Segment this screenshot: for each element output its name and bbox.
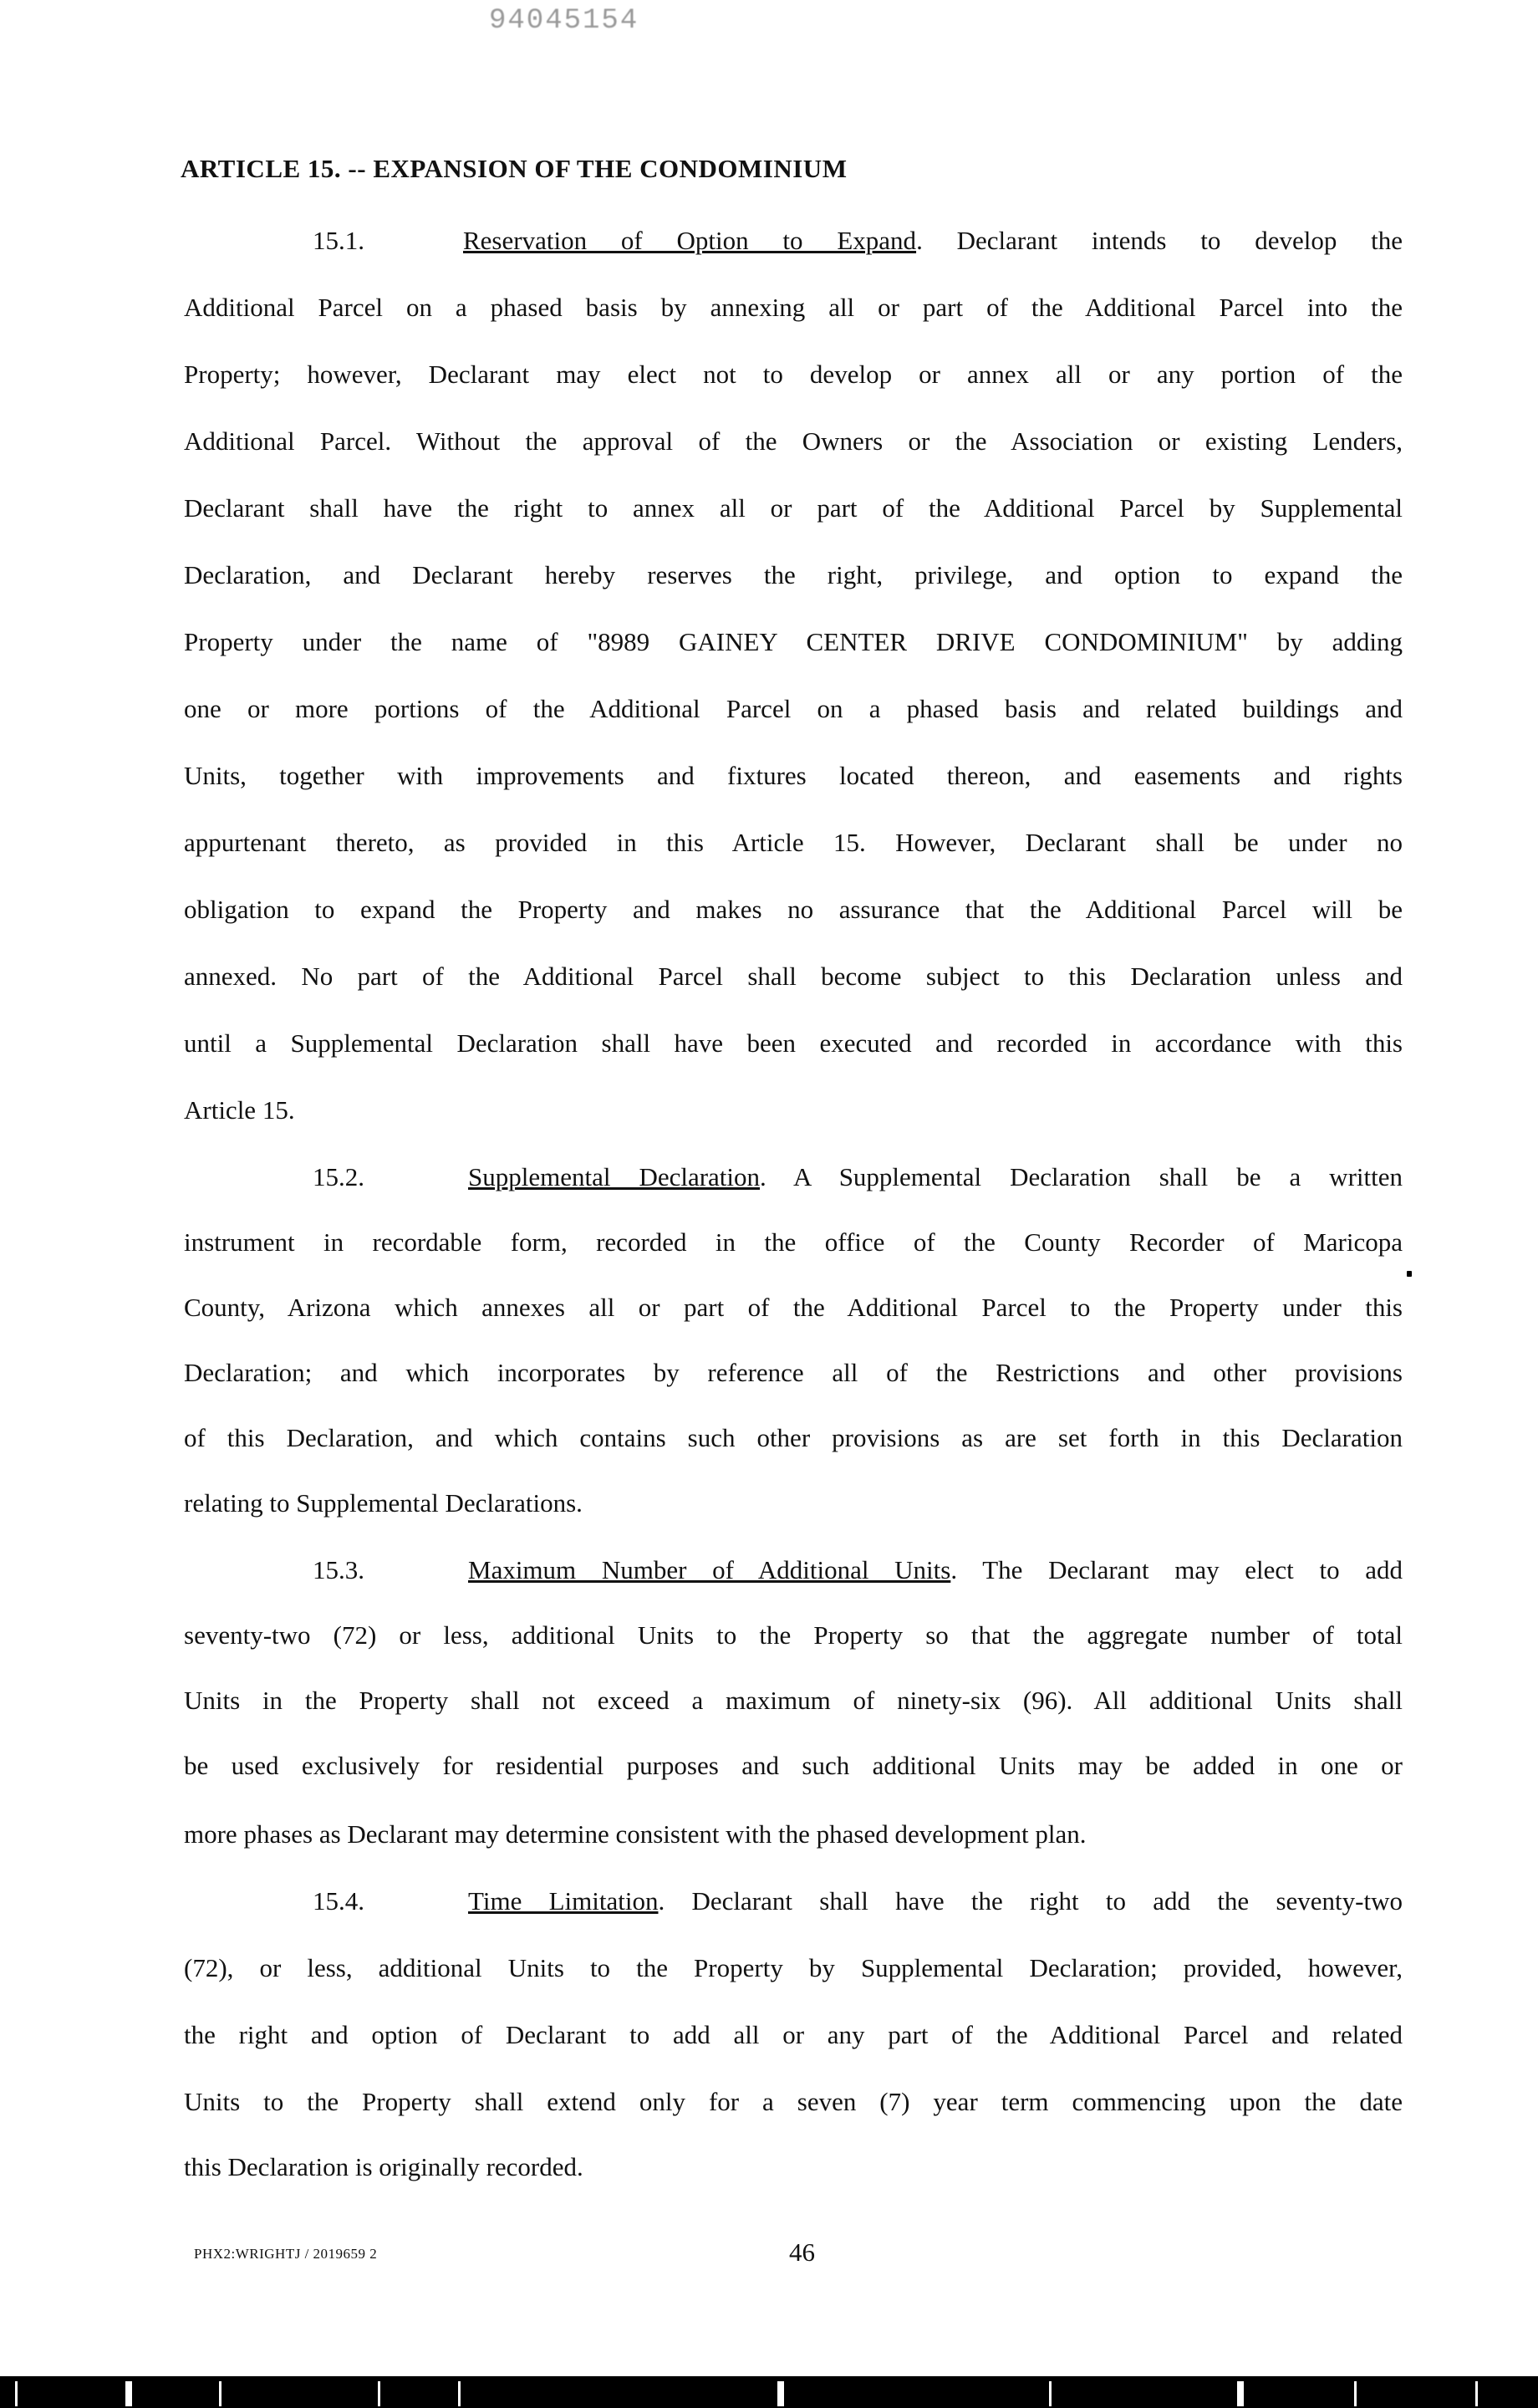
- document-id: PHX2:WRIGHTJ / 2019659 2: [194, 2246, 378, 2262]
- section-number: 15.4.: [313, 1886, 364, 1916]
- scan-border: [0, 2376, 1538, 2408]
- scan-artifact: [1237, 2381, 1244, 2406]
- text-line: Units, together with improvements and fixtures located thereon, and easements and rights: [184, 761, 1403, 790]
- section-number: 15.1.: [313, 226, 364, 255]
- text-line: more phases as Declarant may determine consistent with the phased development plan.: [184, 1819, 1087, 1849]
- scan-artifact: [378, 2381, 380, 2406]
- text-line: Additional Parcel on a phased basis by annexing all or part of the Additional Parcel into the: [184, 293, 1403, 322]
- recording-stamp: 94045154: [489, 5, 639, 37]
- section-text: . A Supplemental Declaration shall be a written: [760, 1162, 1403, 1191]
- text-line: (72), or less, additional Units to the Property by Supplemental Declaration; provided, however,: [184, 1953, 1403, 1982]
- text-line: until a Supplemental Declaration shall have been executed and recorded in accordance with this: [184, 1028, 1403, 1058]
- section-text: . Declarant shall have the right to add the seventy-two: [658, 1886, 1403, 1916]
- section-caption: Maximum Number of Additional Units: [468, 1555, 951, 1584]
- section-caption: Reservation of Option to Expand: [463, 226, 917, 255]
- text-line: be used exclusively for residential purposes and such additional Units may be added in one or: [184, 1751, 1403, 1780]
- text-line: relating to Supplemental Declarations.: [184, 1488, 583, 1518]
- text-line: the right and option of Declarant to add all or any part of the Additional Parcel and related: [184, 2020, 1403, 2049]
- text-line: appurtenant thereto, as provided in this Article 15. However, Declarant shall be under no: [184, 828, 1403, 857]
- section-15-1-first-line: [184, 224, 1403, 258]
- text-line: Declarant shall have the right to annex all or part of the Additional Parcel by Supplemental: [184, 493, 1403, 523]
- text-line: Additional Parcel. Without the approval of the Owners or the Association or existing Lenders,: [184, 426, 1403, 456]
- scan-artifact: [125, 2381, 132, 2406]
- scan-speck: [1407, 1271, 1412, 1277]
- scan-artifact: [1475, 2381, 1478, 2406]
- text-line: seventy-two (72) or less, additional Units to the Property so that the aggregate number of total: [184, 1620, 1403, 1650]
- text-line: Declaration; and which incorporates by reference all of the Restrictions and other provisions: [184, 1358, 1403, 1387]
- section-15-4-first-line: [184, 1885, 1403, 1918]
- scan-artifact: [219, 2381, 222, 2406]
- scan-artifact: [1354, 2381, 1357, 2406]
- article-heading: ARTICLE 15. -- EXPANSION OF THE CONDOMINIUM: [181, 154, 848, 183]
- section-caption: Supplemental Declaration: [468, 1162, 761, 1191]
- text-line: Units to the Property shall extend only for a seven (7) year term commencing upon the date: [184, 2087, 1403, 2116]
- text-line: Property under the name of "8989 GAINEY CENTER DRIVE CONDOMINIUM" by adding: [184, 627, 1403, 656]
- scan-artifact: [15, 2381, 18, 2406]
- text-line: instrument in recordable form, recorded in the office of the County Recorder of Maricopa: [184, 1227, 1403, 1257]
- section-number: 15.2.: [313, 1162, 364, 1191]
- page-number: 46: [789, 2237, 815, 2267]
- text-line: one or more portions of the Additional Parcel on a phased basis and related buildings and: [184, 694, 1403, 723]
- section-number: 15.3.: [313, 1555, 364, 1584]
- section-caption: Time Limitation: [468, 1886, 659, 1916]
- scan-artifact: [777, 2381, 784, 2406]
- text-line: this Declaration is originally recorded.: [184, 2152, 583, 2181]
- section-text: . The Declarant may elect to add: [950, 1555, 1403, 1584]
- scan-artifact: [1049, 2381, 1052, 2406]
- section-15-2-first-line: [184, 1161, 1403, 1194]
- text-line: annexed. No part of the Additional Parcel shall become subject to this Declaration unless and: [184, 962, 1403, 991]
- section-text: . Declarant intends to develop the: [916, 226, 1403, 255]
- text-line: Declaration, and Declarant hereby reserves the right, privilege, and option to expand the: [184, 560, 1403, 589]
- text-line: Property; however, Declarant may elect not to develop or annex all or any portion of the: [184, 360, 1403, 389]
- text-line: County, Arizona which annexes all or part of the Additional Parcel to the Property under this: [184, 1293, 1403, 1322]
- text-line: of this Declaration, and which contains such other provisions as are set forth in this Declaration: [184, 1423, 1403, 1452]
- section-15-3-first-line: [184, 1553, 1403, 1587]
- text-line: Units in the Property shall not exceed a maximum of ninety-six (96). All additional Units shall: [184, 1686, 1403, 1715]
- scan-artifact: [458, 2381, 461, 2406]
- text-line: Article 15.: [184, 1095, 295, 1125]
- text-line: obligation to expand the Property and makes no assurance that the Additional Parcel will be: [184, 895, 1403, 924]
